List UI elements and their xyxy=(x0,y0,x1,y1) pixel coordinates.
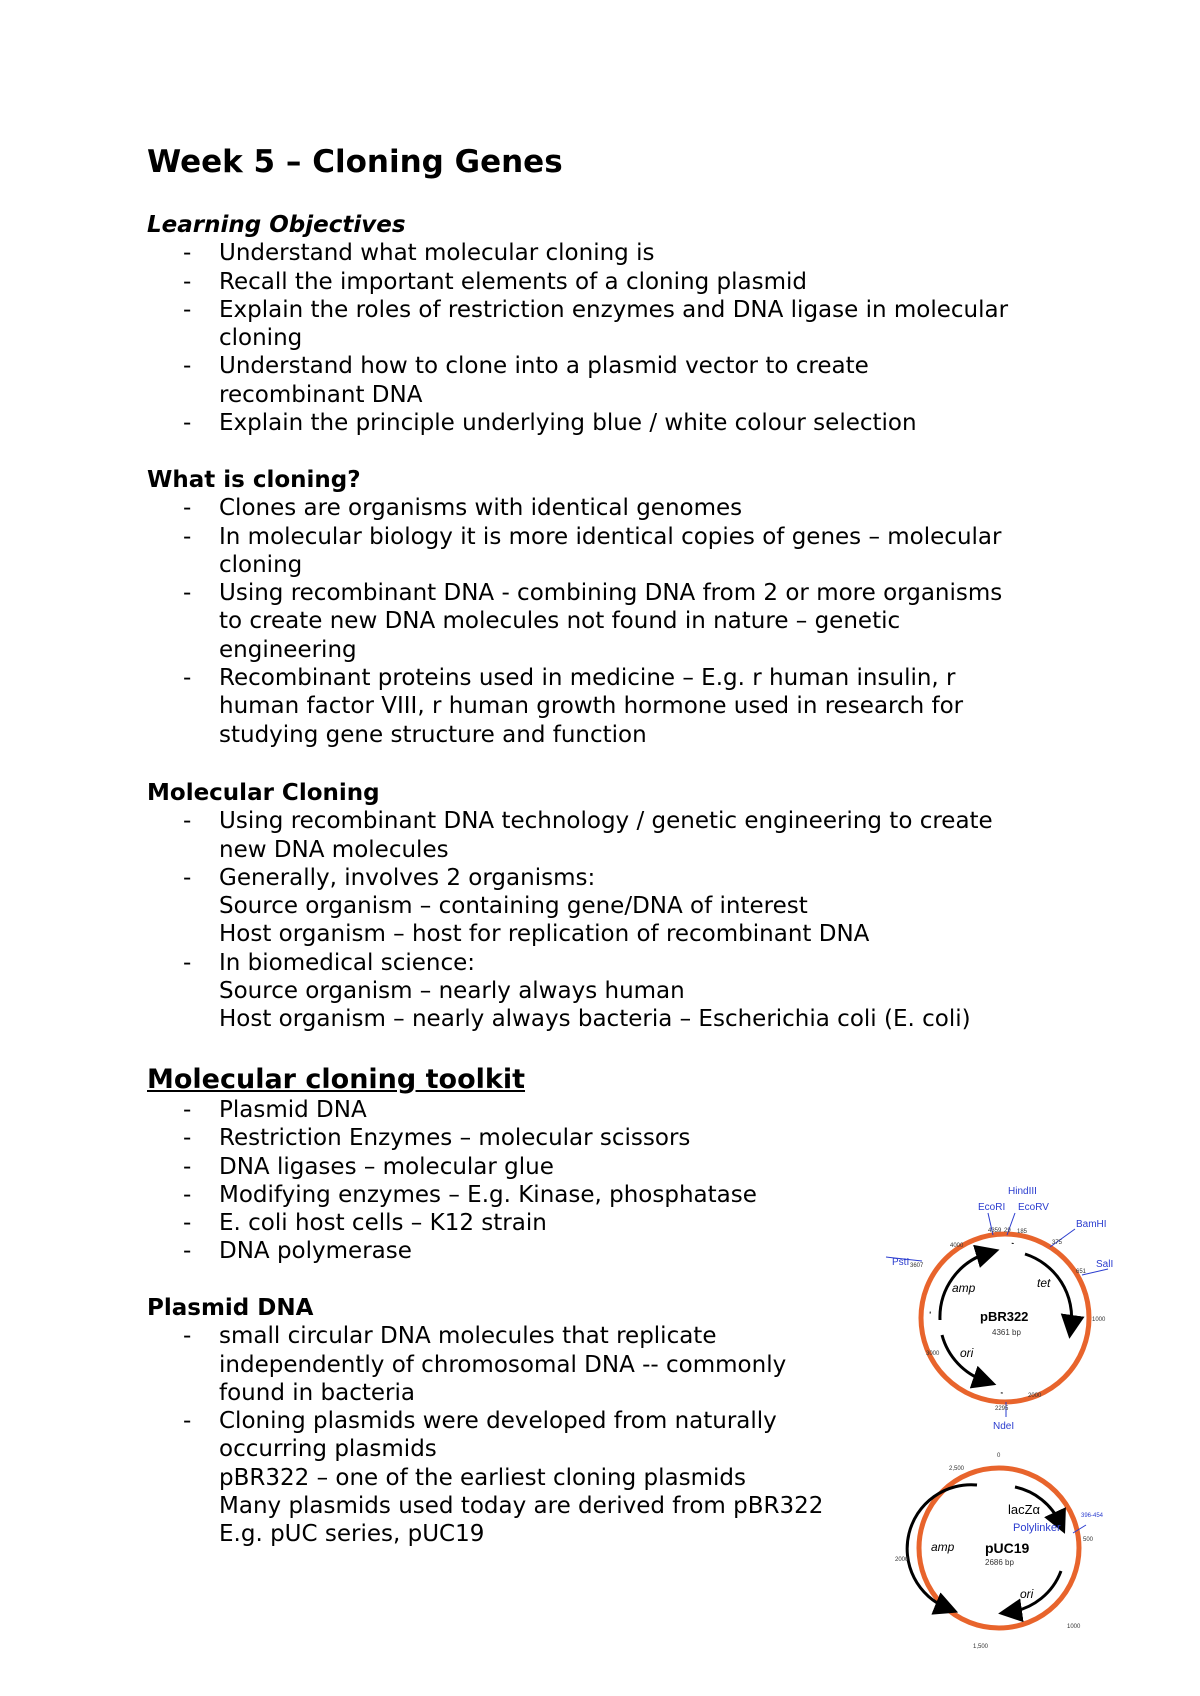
list-item-line: Source organism – containing gene/DNA of interest xyxy=(219,893,808,920)
list-item-line: Host organism – host for replication of recombinant DNA xyxy=(219,921,870,948)
list-item-line: new DNA molecules xyxy=(219,836,449,863)
list-item xyxy=(147,1322,823,1407)
list-item-line: - Recall the important elements of a cloning plasmid xyxy=(219,268,807,295)
list-item-line: studying gene structure and function xyxy=(219,721,647,748)
tick-2000: 2000 xyxy=(895,1557,909,1563)
list-item xyxy=(147,494,1002,522)
tick-1000: 1000 xyxy=(1092,1317,1106,1323)
list-item-line: occurring plasmids xyxy=(219,1436,437,1463)
tick-0: 0 xyxy=(997,1453,1001,1459)
plasmid-name: pUC19 xyxy=(985,1540,1030,1556)
tick-2000: 2000 xyxy=(1028,1393,1042,1399)
toolkit-section xyxy=(147,1064,757,1266)
list-item-line: - E. coli host cells – K12 strain xyxy=(219,1210,547,1237)
pbr322-plasmid-map xyxy=(880,1185,1120,1430)
polylinker-label: Polylinker xyxy=(1013,1522,1061,1534)
sali-position: 651 xyxy=(1076,1269,1087,1275)
list-item-line: cloning xyxy=(219,325,303,352)
list-item xyxy=(147,807,993,864)
tick-2500: 2,500 xyxy=(949,1466,965,1472)
bamhi-position: 375 xyxy=(1052,1240,1063,1246)
list-item xyxy=(147,949,993,1034)
list-item-line: found in bacteria xyxy=(219,1379,415,1406)
list-item xyxy=(147,1124,757,1152)
ecorv-label: EcoRV xyxy=(1018,1202,1049,1213)
amp-label: amp xyxy=(952,1281,976,1295)
tick-500: 500 xyxy=(1083,1537,1094,1543)
list-item-line: - In molecular biology it is more identical copies of genes – molecular xyxy=(219,523,1002,550)
ndei-position: 2295 xyxy=(995,1406,1009,1412)
list-item-line: Source organism – nearly always human xyxy=(219,978,685,1005)
bullet-list xyxy=(147,1322,823,1548)
psti-position: 3607 xyxy=(910,1263,924,1269)
page-title: Week 5 – Cloning Genes xyxy=(147,144,563,180)
list-item xyxy=(147,1153,757,1181)
hindiii-position: 29 xyxy=(1004,1228,1011,1234)
list-item xyxy=(147,579,1002,664)
tick-4000: 4000 xyxy=(950,1243,964,1249)
plasmid-dna-section xyxy=(147,1294,823,1549)
puc19-plasmid-map xyxy=(885,1443,1120,1653)
list-item xyxy=(147,268,1008,296)
list-item-line: recombinant DNA xyxy=(219,381,423,408)
list-item-line: - Generally, involves 2 organisms: xyxy=(219,864,596,891)
what-is-cloning-section xyxy=(147,466,1002,749)
list-item xyxy=(147,296,1008,353)
list-item xyxy=(147,239,1008,267)
list-item-line: - DNA ligases – molecular glue xyxy=(219,1153,554,1180)
section-heading: Molecular Cloning xyxy=(147,780,380,806)
bullet-list xyxy=(147,494,1002,749)
list-item-line: - Recombinant proteins used in medicine – E.g. r human insulin, r xyxy=(219,665,956,692)
section-heading: Plasmid DNA xyxy=(147,1295,314,1321)
section-heading: Molecular cloning toolkit xyxy=(147,1064,526,1095)
ecori-label: EcoRI xyxy=(978,1202,1006,1213)
list-item-line: - Understand how to clone into a plasmid vector to create xyxy=(219,353,869,380)
bullet-list xyxy=(147,1096,757,1266)
plasmid-size: 4361 bp xyxy=(992,1328,1021,1337)
list-item xyxy=(147,523,1002,580)
list-item xyxy=(147,1181,757,1209)
ecorv-position: 185 xyxy=(1017,1229,1028,1235)
list-item-line: - Plasmid DNA xyxy=(219,1097,367,1123)
bamhi-label: BamHI xyxy=(1076,1219,1107,1230)
list-item-line: - Explain the principle underlying blue / white colour selection xyxy=(219,410,917,437)
list-item xyxy=(147,1237,757,1265)
list-item-line: - small circular DNA molecules that replicate xyxy=(219,1323,717,1350)
list-item xyxy=(147,664,1002,749)
tick-3000: 3000 xyxy=(926,1351,940,1357)
list-item-line: - Restriction Enzymes – molecular scissors xyxy=(219,1125,691,1152)
tet-label: tet xyxy=(1037,1276,1051,1290)
polylinker-position: 396-454 xyxy=(1081,1513,1104,1519)
tet-gene-arrow xyxy=(1025,1254,1072,1327)
psti-label: PstI xyxy=(892,1257,910,1268)
plasmid-name: pBR322 xyxy=(980,1309,1029,1324)
list-item xyxy=(147,352,1008,409)
tick-1000: 1000 xyxy=(1067,1624,1081,1630)
lacz-label: lacZα xyxy=(1008,1502,1041,1517)
list-item-line: - Clones are organisms with identical genomes xyxy=(219,495,743,522)
list-item xyxy=(147,1209,757,1237)
list-item-line: Host organism – nearly always bacteria – Escherichia coli (E. coli) xyxy=(219,1006,971,1033)
list-item-line: E.g. pUC series, pUC19 xyxy=(219,1521,485,1548)
list-item xyxy=(147,409,1008,437)
list-item xyxy=(147,1096,757,1124)
ndei-label: NdeI xyxy=(993,1421,1015,1430)
tick-1500: 1,500 xyxy=(973,1644,989,1650)
list-item xyxy=(147,1407,823,1548)
list-item-line: cloning xyxy=(219,551,303,578)
list-item-line: pBR322 – one of the earliest cloning plasmids xyxy=(219,1464,746,1491)
ori-label: ori xyxy=(960,1346,974,1360)
learning-objectives-section xyxy=(147,211,1008,437)
list-item-line: independently of chromosomal DNA -- commonly xyxy=(219,1351,787,1378)
list-item-line: human factor VIII, r human growth hormone used in research for xyxy=(219,693,964,720)
plasmid-size: 2686 bp xyxy=(985,1558,1014,1567)
sali-label: SalI xyxy=(1096,1259,1114,1270)
list-item-line: - Explain the roles of restriction enzymes and DNA ligase in molecular xyxy=(219,296,1009,323)
list-item-line: to create new DNA molecules not found in nature – genetic xyxy=(219,608,901,635)
list-item xyxy=(147,864,993,949)
ori-label: ori xyxy=(1020,1587,1034,1601)
list-item-line: - Cloning plasmids were developed from naturally xyxy=(219,1408,777,1435)
bullet-list xyxy=(147,239,1008,437)
molecular-cloning-section xyxy=(147,779,993,1034)
bullet-list xyxy=(147,807,993,1033)
section-heading: Learning Objectives xyxy=(147,212,406,238)
list-item-line: - Modifying enzymes – E.g. Kinase, phosphatase xyxy=(219,1181,757,1208)
list-item-line: - Understand what molecular cloning is xyxy=(219,240,655,267)
hindiii-label: HindIII xyxy=(1008,1186,1037,1197)
list-item-line: - DNA polymerase xyxy=(219,1238,412,1265)
list-item-line: - Using recombinant DNA - combining DNA from 2 or more organisms xyxy=(219,580,1003,607)
list-item-line: Many plasmids used today are derived from pBR322 xyxy=(219,1493,824,1520)
ecori-position: 4359 xyxy=(988,1228,1002,1234)
list-item-line: - In biomedical science: xyxy=(219,949,476,976)
amp-label: amp xyxy=(931,1540,955,1554)
list-item-line: engineering xyxy=(219,636,357,663)
list-item-line: - Using recombinant DNA technology / genetic engineering to create xyxy=(219,808,993,835)
section-heading: What is cloning? xyxy=(147,467,361,493)
